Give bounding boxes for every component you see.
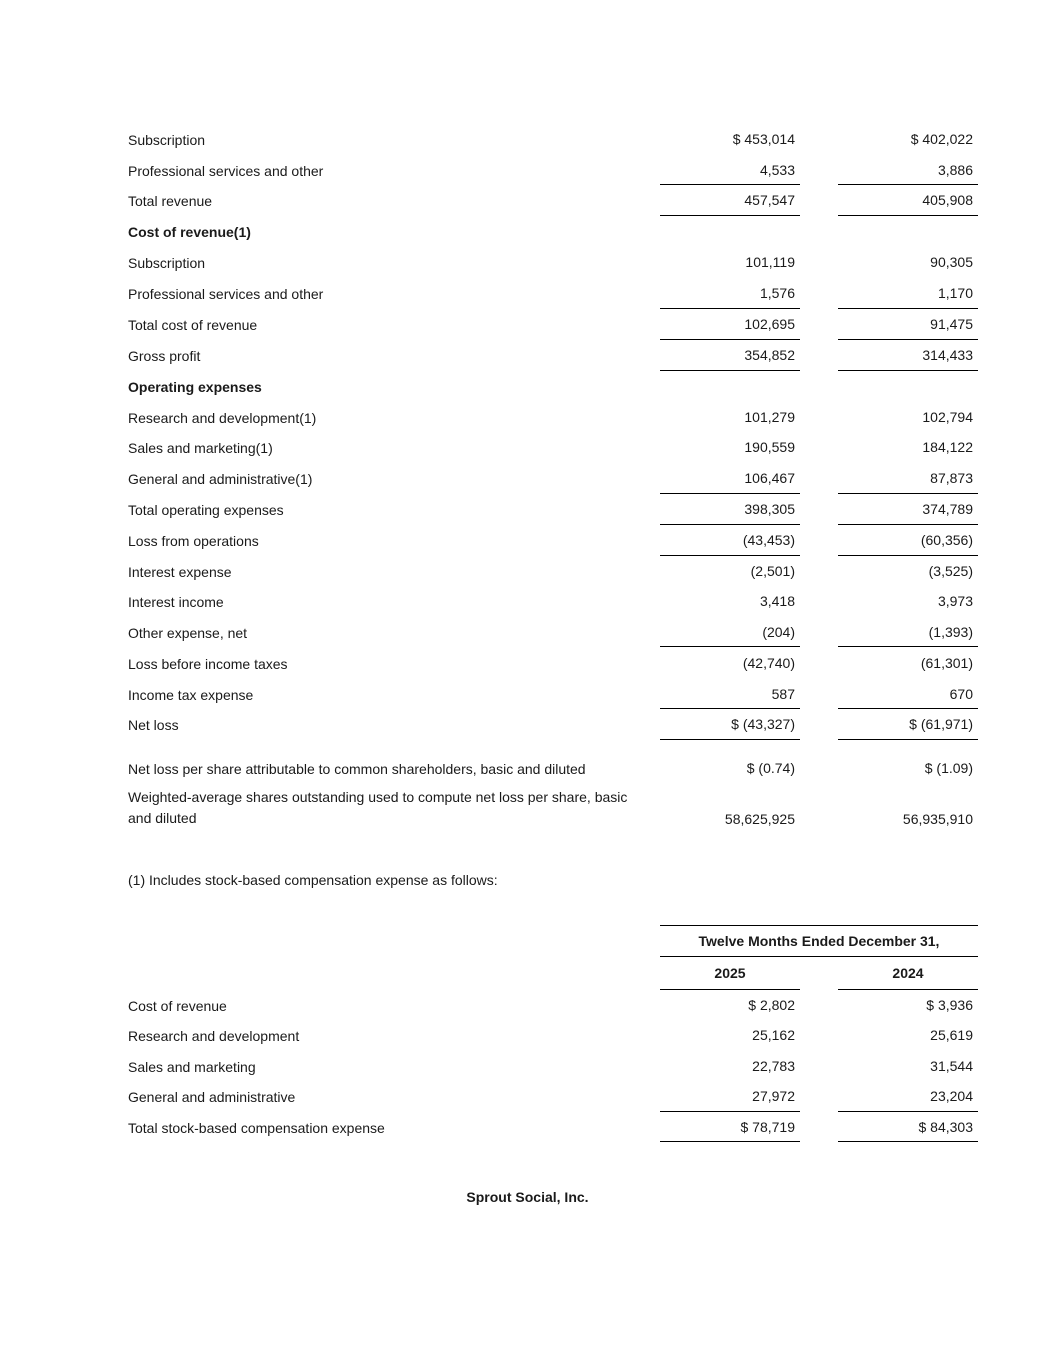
value-2025: 27,972 <box>752 1088 795 1104</box>
eps-2025: $ (0.74) <box>746 760 795 776</box>
eps-label: Net loss per share attributable to common shareholders, basic and diluted <box>128 760 586 777</box>
row-label: Total operating expenses <box>128 501 284 518</box>
value-2024: $ 3,936 <box>926 997 973 1013</box>
value-2024: $ 84,303 <box>918 1119 973 1135</box>
value-2024: 3,886 <box>937 162 973 178</box>
rule <box>660 555 800 556</box>
value-2024: $ (61,971) <box>909 716 973 732</box>
rule <box>660 493 800 494</box>
shares-values <box>0 804 1055 835</box>
value-2024: 314,433 <box>922 347 973 363</box>
value-2025: 4,533 <box>759 162 795 178</box>
row-label: Subscription <box>128 254 206 271</box>
table-row <box>0 709 1055 740</box>
table-row <box>0 1081 1055 1112</box>
value-2025: (2,501) <box>750 563 795 579</box>
row-label: Cost of revenue <box>128 997 227 1014</box>
rule <box>660 184 800 185</box>
value-2024: 184,122 <box>922 439 973 455</box>
row-label: Other expense, net <box>128 624 248 641</box>
table-row <box>0 278 1055 309</box>
value-2024: 25,619 <box>930 1027 973 1043</box>
shares-2025: 58,625,925 <box>724 811 795 827</box>
rule <box>838 708 978 709</box>
table-row <box>0 990 1055 1021</box>
value-2025: 25,162 <box>752 1027 795 1043</box>
value-2025: $ 2,802 <box>748 997 795 1013</box>
eps-2024: $ (1.09) <box>924 760 973 776</box>
rule <box>838 1111 978 1112</box>
rule <box>660 1141 800 1142</box>
table-row <box>0 494 1055 525</box>
value-2025: 102,695 <box>744 316 795 332</box>
value-2024: 1,170 <box>937 285 973 301</box>
footnote-text: (1) Includes stock-based compensation expense as follows: <box>128 872 498 888</box>
value-2024: 670 <box>949 686 973 702</box>
value-2024: 87,873 <box>930 470 973 486</box>
row-label: Sales and marketing(1) <box>128 439 273 456</box>
value-2025: $ (43,327) <box>731 716 795 732</box>
rule <box>660 370 800 371</box>
row-label: Sales and marketing <box>128 1058 256 1075</box>
value-2024: (3,525) <box>928 563 973 579</box>
period-header: Twelve Months Ended December 31, <box>698 933 940 949</box>
rule <box>838 646 978 647</box>
shares-label-line1: Weighted-average shares outstanding used to compute net loss per share, basic <box>128 789 628 805</box>
rule <box>660 925 978 926</box>
table-row <box>0 309 1055 340</box>
value-2024: 31,544 <box>930 1058 973 1074</box>
table-row <box>0 463 1055 494</box>
value-2024: (61,301) <box>920 655 973 671</box>
table-row <box>0 124 1055 155</box>
row-label: Research and development <box>128 1027 300 1044</box>
value-2024: 102,794 <box>922 409 973 425</box>
year-2025-header: 2025 <box>714 965 746 981</box>
row-label: Net loss <box>128 716 179 733</box>
value-2024: 91,475 <box>930 316 973 332</box>
rule <box>660 339 800 340</box>
value-2025: 457,547 <box>744 192 795 208</box>
value-2024: 23,204 <box>930 1088 973 1104</box>
value-2025: 22,783 <box>752 1058 795 1074</box>
row-label: Research and development(1) <box>128 409 317 426</box>
value-2025: (42,740) <box>742 655 795 671</box>
table-row <box>0 402 1055 433</box>
table-row <box>0 432 1055 463</box>
shares-label-line2: and diluted <box>128 810 197 826</box>
row-label: Interest income <box>128 593 224 610</box>
shares-2024: 56,935,910 <box>902 811 973 827</box>
value-2024: 3,973 <box>937 593 973 609</box>
row-label: Interest expense <box>128 563 232 580</box>
section-heading: Cost of revenue(1) <box>128 223 251 240</box>
rule <box>838 308 978 309</box>
rule <box>838 215 978 216</box>
table-row <box>0 586 1055 617</box>
value-2025: 1,576 <box>759 285 795 301</box>
row-label: Gross profit <box>128 347 201 364</box>
rule <box>838 493 978 494</box>
row-label: General and administrative(1) <box>128 470 313 487</box>
row-label: Total revenue <box>128 192 213 209</box>
value-2025: (43,453) <box>742 532 795 548</box>
value-2024: (1,393) <box>928 624 973 640</box>
table-row <box>0 1051 1055 1082</box>
table-row <box>0 556 1055 587</box>
value-2024: $ 402,022 <box>910 131 973 147</box>
table-row <box>0 648 1055 679</box>
table-row <box>0 340 1055 371</box>
year-2024-header: 2024 <box>892 965 924 981</box>
row-label: General and administrative <box>128 1088 296 1105</box>
value-2024: 374,789 <box>922 501 973 517</box>
section-heading-row <box>0 371 1055 402</box>
table-row <box>0 247 1055 278</box>
rule <box>660 215 800 216</box>
rule <box>838 1141 978 1142</box>
value-2025: 101,279 <box>744 409 795 425</box>
table-row <box>0 185 1055 216</box>
row-label: Subscription <box>128 131 206 148</box>
row-label: Total stock-based compensation expense <box>128 1119 385 1136</box>
row-label: Professional services and other <box>128 285 324 302</box>
table-row <box>0 1020 1055 1051</box>
rule <box>838 524 978 525</box>
table-row <box>0 617 1055 648</box>
value-2024: (60,356) <box>920 532 973 548</box>
value-2025: 101,119 <box>745 254 795 270</box>
value-2025: 354,852 <box>744 347 795 363</box>
rule <box>838 339 978 340</box>
value-2024: 405,908 <box>922 192 973 208</box>
value-2025: 106,467 <box>744 470 795 486</box>
rule <box>660 739 800 740</box>
rule <box>838 739 978 740</box>
table-row <box>0 679 1055 710</box>
rule <box>660 524 800 525</box>
eps-row <box>0 753 1055 784</box>
table-row <box>0 155 1055 186</box>
section-heading: Operating expenses <box>128 378 262 395</box>
rule <box>838 184 978 185</box>
row-label: Total cost of revenue <box>128 316 258 333</box>
value-2025: 190,559 <box>744 439 795 455</box>
value-2025: 587 <box>771 686 795 702</box>
value-2025: 398,305 <box>744 501 795 517</box>
rule <box>660 646 800 647</box>
row-label: Income tax expense <box>128 686 254 703</box>
rule <box>660 308 800 309</box>
value-2025: 3,418 <box>759 593 795 609</box>
rule <box>838 370 978 371</box>
section-heading-row <box>0 216 1055 247</box>
rule <box>838 555 978 556</box>
company-footer: Sprout Social, Inc. <box>466 1189 589 1205</box>
rule <box>660 708 800 709</box>
row-label: Professional services and other <box>128 162 324 179</box>
table-row <box>0 525 1055 556</box>
value-2025: $ 453,014 <box>732 131 795 147</box>
value-2024: 90,305 <box>930 254 973 270</box>
value-2025: $ 78,719 <box>740 1119 795 1135</box>
row-label: Loss before income taxes <box>128 655 288 672</box>
table-row <box>0 1112 1055 1143</box>
row-label: Loss from operations <box>128 532 259 549</box>
rule <box>660 1111 800 1112</box>
rule <box>660 956 978 957</box>
value-2025: (204) <box>762 624 795 640</box>
